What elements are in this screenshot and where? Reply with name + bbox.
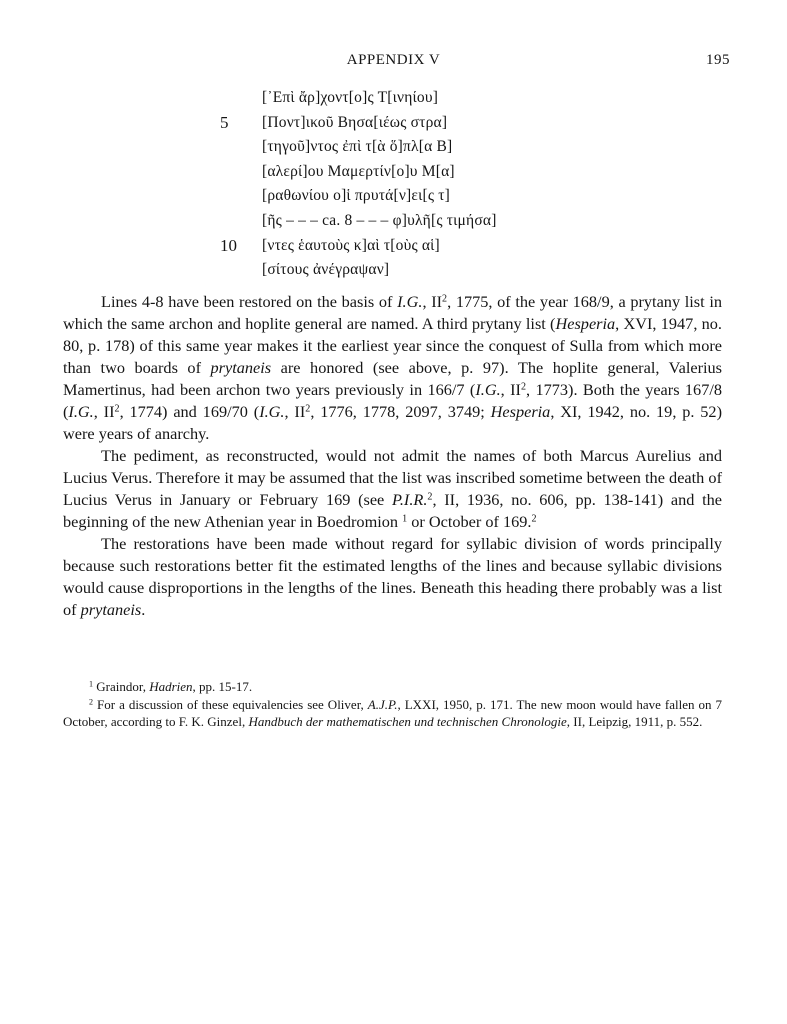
text-run: For a discussion of these equivalencies see Oliver,: [93, 696, 368, 712]
greek-text: [ῆς – – – ca. 8 – – – φ]υλῆ[ς τιμήσα]: [262, 211, 497, 229]
superscript: 2: [427, 491, 433, 503]
italic-citation: I.G.: [397, 292, 423, 311]
italic-citation: Hadrien: [149, 679, 193, 694]
greek-text: [ντες ἑαυτοὺς κ]αὶ τ[οὺς αἱ]: [262, 236, 440, 254]
text-run: , 1775, of the year 168/9, a prytany list in which the same archon and hoplite general are named. A third prytany list (: [63, 292, 722, 333]
inscription-line: [220, 160, 580, 185]
greek-text: [τηγοῦ]ντος ἐπὶ τ[ὰ ὅ]πλ[α Β]: [262, 138, 453, 156]
greek-text: [ραθωνίου ο]ἱ πρυτά[ν]ει[ς τ]: [262, 187, 451, 205]
italic-citation: P.I.R.: [391, 490, 428, 509]
text-run: , II, 1936, no. 606, pp. 138-141) and the beginning of the new Athenian year in Boedromion: [63, 490, 722, 531]
superscript: 2: [442, 293, 448, 305]
line-number: 10: [220, 235, 237, 255]
italic-citation: Hesperia: [490, 402, 551, 421]
italic-term: prytaneis: [80, 600, 142, 619]
text-run: Graindor,: [93, 679, 150, 694]
footnote-mark: 1: [89, 679, 94, 689]
greek-text: [᾿Επὶ ἄρ]χοντ[ο]ς Τ[ινηίου]: [262, 89, 439, 106]
italic-citation: I.G.: [475, 380, 501, 399]
chapter-title: APPENDIX V: [346, 52, 441, 68]
italic-citation: Hesperia: [555, 314, 616, 333]
footnote-ref: 1: [402, 513, 408, 525]
footnote: [63, 678, 722, 696]
italic-term: prytaneis: [210, 358, 272, 377]
greek-text: [σίτους ἀνέγραψαν]: [262, 261, 390, 279]
superscript: 2: [114, 403, 120, 415]
text-run: , XI, 1942, no. 19, p. 52) were years of anarchy.: [63, 402, 722, 443]
inscription-line: [220, 184, 580, 209]
text-run: Lines 4-8 have been restored on the basis of: [101, 292, 398, 311]
text-run: , II: [500, 380, 521, 399]
paragraph: [63, 533, 722, 621]
running-header: [0, 50, 787, 74]
text-run: , 1773). Both the years 167/8 (: [63, 380, 723, 421]
italic-citation: Handbuch der mathematischen und technischen Chronologie: [248, 714, 567, 730]
text-run: , pp. 15-17.: [192, 679, 253, 694]
text-run: , II: [284, 402, 306, 421]
text-run: , XVI, 1947, no. 80, p. 178) of this same year makes it the earliest year since the conquest of Sulla from which more than two boards of: [63, 314, 722, 377]
text-run: The restorations have been made without regard for syllabic division of words principally because such restorations better fit the estimated lengths of the lines and because syllabic divisions would cause disproportions in the lengths of the lines. Beneath this heading there probably was a list of: [63, 534, 722, 619]
text-run: are honored (see above, p. 97). The hoplite general, Valerius Mamertinus, had been archon two years previously in 166/7 (: [63, 358, 723, 399]
inscription-line: [220, 135, 580, 160]
page-number: 195: [706, 52, 730, 68]
footnote: [63, 696, 722, 731]
commentary-text: [63, 291, 722, 621]
italic-citation: I.G.: [259, 402, 285, 421]
text-run: The pediment, as reconstructed, would not admit the names of both Marcus Aurelius and Lucius Verus. Therefore it may be assumed that the list was inscribed sometime between the death of Lucius Verus in January or February 169 (see: [63, 446, 722, 509]
inscription-line: [220, 111, 580, 136]
greek-text: [αλερί]ου Μαμερτίν[ο]υ Μ[α]: [262, 162, 455, 180]
inscription-line: [220, 234, 580, 259]
footnotes: [63, 678, 722, 731]
inscription-line: [220, 258, 580, 283]
inscription-line: [220, 86, 580, 111]
paragraph: [63, 291, 722, 445]
inscription-line: [220, 209, 580, 234]
superscript: 2: [520, 381, 527, 393]
text-run: , II, Leipzig, 1911, p. 552.: [566, 714, 703, 730]
text-run: , 1776, 1778, 2097, 3749;: [310, 402, 491, 421]
italic-citation: A.J.P.: [367, 696, 398, 712]
paragraph: [63, 445, 722, 533]
greek-text: [Ποντ]ικοῦ Βησα[ιέως στρα]: [262, 113, 448, 131]
text-run: , 1774) and 169/70 (: [119, 402, 260, 421]
inscription-text: [220, 86, 580, 283]
footnote-ref: 2: [531, 513, 537, 525]
text-run: , LXXI, 1950, p. 171. The new moon would have fallen on 7 October, according to F. K. Ginzel,: [63, 696, 722, 730]
line-number: 5: [220, 112, 229, 132]
text-run: or October of 169.: [407, 512, 532, 531]
italic-citation: I.G.: [68, 402, 94, 421]
superscript: 2: [305, 403, 311, 415]
text-run: , II: [93, 402, 115, 421]
text-run: .: [141, 600, 146, 619]
text-run: , II: [422, 292, 443, 311]
footnote-mark: 2: [89, 697, 94, 707]
